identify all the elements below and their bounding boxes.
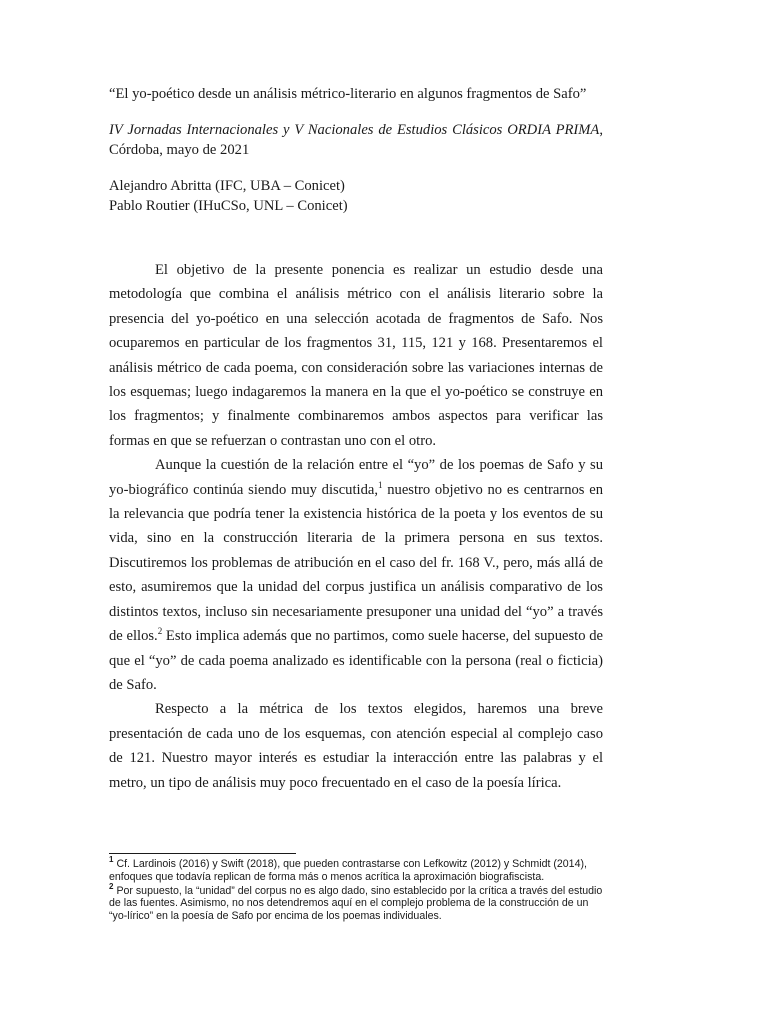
footnote-1-text: Cf. Lardinois (2016) y Swift (2018), que pueden contrastarse con Lefkowitz (2012) y Schmidt (2014), enfoques que todavía replican de forma más o menos acrítica la aproximación biografiscista. (109, 858, 587, 883)
paragraph-2-part-c: Esto implica además que no partimos, como suele hacerse, del supuesto de que el “yo” de cada poema analizado es identificable con la persona (real o ficticia) de Safo. (109, 628, 604, 693)
event-line (109, 120, 603, 160)
footnote-1 (109, 855, 609, 884)
author-list (109, 176, 603, 216)
paragraph-2-part-b: nuestro objetivo no es centrarnos en la relevancia que podría tener la existencia histórica de la poeta y los eventos de su vida, sino en la construcción literaria de la primera persona en sus textos. Discutiremos los problemas de atribución en el caso del fr. 168 V., pero, más allá de esto, asumiremos que la unidad del corpus justifica un análisis comparativo de los distintos textos, incluso sin necesariamente presuponer una unidad del “yo” a través de ellos. (109, 481, 603, 645)
body-text (109, 258, 603, 795)
author-2: Pablo Routier (IHuCSo, UNL – Conicet) (109, 198, 348, 214)
event-name: IV Jornadas Internacionales y V Nacionales de Estudios Clásicos ORDIA PRIMA (109, 122, 600, 138)
footnotes (109, 853, 609, 924)
footnote-separator (109, 853, 296, 854)
paragraph-1: El objetivo de la presente ponencia es realizar un estudio desde una metodología que combina el análisis métrico con el análisis literario sobre la presencia del yo-poético en una selección acotada de fragmentos de Safo. Nos ocuparemos en particular de los fragmentos 31, 115, 121 y 168. Presentaremos el análisis métrico de cada poema, con consideración sobre las variaciones internas de los esquemas; luego indagaremos la manera en la que el yo-poético se construye en los fragmentos; y finalmente combinaremos ambos aspectos para verificar las formas en que se refuerzan o contrastan uno con el otro. (109, 262, 603, 449)
paragraph-2-part-a: Aunque la cuestión de la relación entre el “yo” de los poemas de Safo y su yo-biográfico continúa siendo muy discutida, (109, 457, 603, 498)
footnote-2-number: 2 (109, 882, 114, 892)
paragraph-3: Respecto a la métrica de los textos elegidos, haremos una breve presentación de cada uno de los esquemas, con atención especial al complejo caso de 121. Nuestro mayor interés es estudiar la interacción entre las palabras y el metro, un tipo de análisis muy poco frecuentado en el caso de la poesía lírica. (109, 701, 603, 791)
footnote-ref-2[interactable]: 2 (157, 626, 163, 637)
paper-title: “El yo-poético desde un análisis métrico-literario en algunos fragmentos de Safo” (109, 86, 587, 102)
document-page (109, 84, 603, 795)
footnote-2 (109, 882, 609, 923)
footnote-1-number: 1 (109, 855, 114, 865)
event-place-date: , Córdoba, mayo de 2021 (109, 122, 603, 158)
footnote-ref-1[interactable]: 1 (378, 479, 383, 490)
author-1: Alejandro Abritta (IFC, UBA – Conicet) (109, 178, 345, 194)
footnote-2-text: Por supuesto, la “unidad” del corpus no es algo dado, sino establecido por la crítica a través del estudio de las fuentes. Asimismo, no nos detendremos aquí en el complejo problema de la construcción de un “yo-lírico” en la poesía de Safo por encima de los poemas individuales. (109, 884, 603, 923)
paragraph-2 (109, 453, 603, 697)
